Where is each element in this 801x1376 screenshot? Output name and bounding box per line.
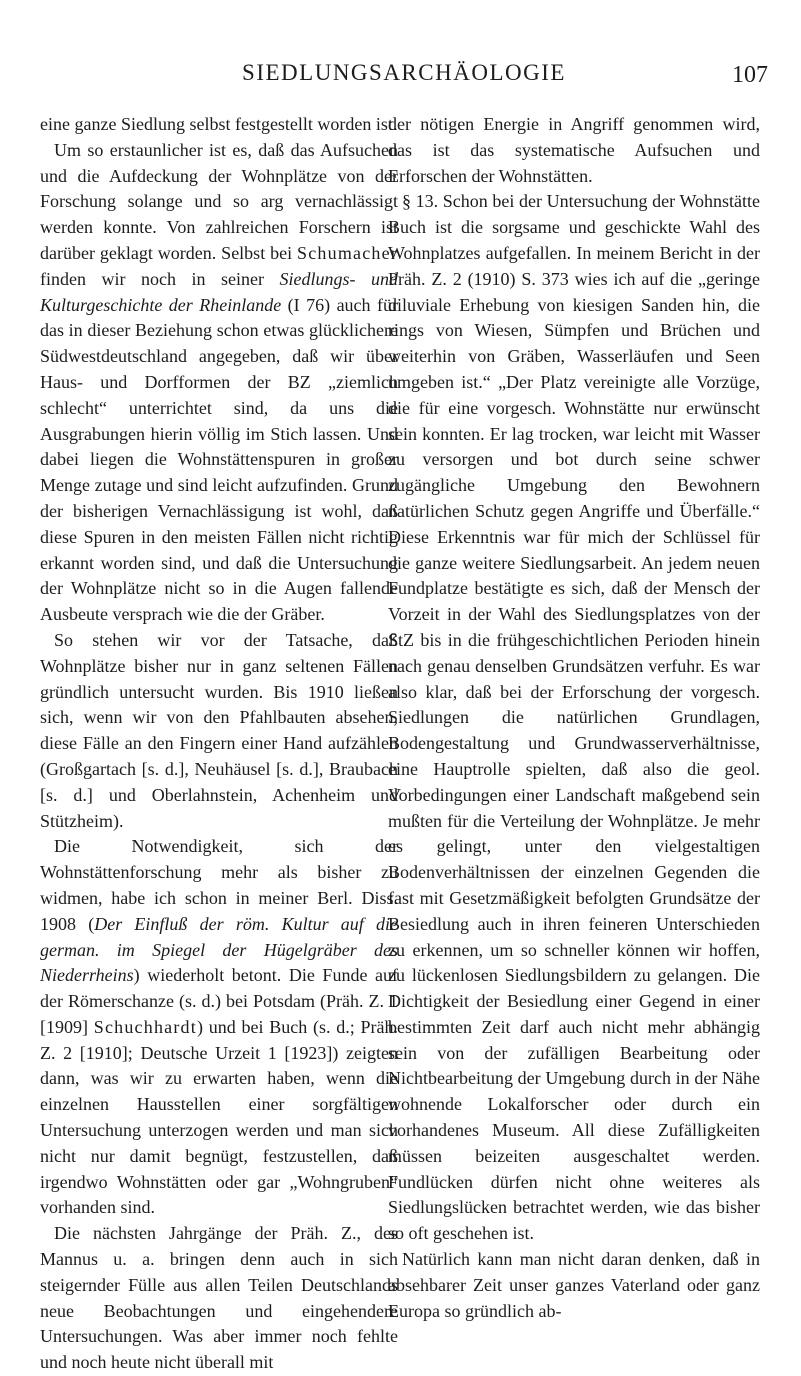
paragraph-text: ) und bei Buch (s. d.; Präh. Z. 2 [1910]; Deutsche Urzeit 1 [1923]) zeigten dann, was wir zu erwarten haben, wenn die einzelnen Hausstellen einer sorgfältigen Untersuchung unterzogen werden und man sich nicht nur damit begnügt, festzustellen, daß irgendwo Wohnstätten oder gar „Wohngruben“ vorhanden sind. <box>40 1016 398 1218</box>
paragraph: § 13. Schon bei der Untersuchung der Wohnstätte Buch ist die sorgsame und geschickte Wahl des Wohnplatzes aufgefallen. In meinem Bericht in der Präh. Z. 2 (1910) S. 373 wies ich auf die „geringe diluviale Erhebung von kiesigen Sanden hin, die rings von Wiesen, Sümpfen und Brüchen und weiterhin von Gräben, Wasserläufen und Seen umgeben ist.“ „Der Platz vereinigte alle Vorzüge, die für eine vorgesch. Wohnstätte nur erwünscht sein konnten. Er lag trocken, war leicht mit Wasser zu versorgen und bot durch seine schwer zugängliche Umgebung den Bewohnern natürlichen Schutz gegen Angriffe und Überfälle.“ Diese Erkenntnis war für mich der Schlüssel für die ganze weitere Siedlungsarbeit. An jedem neuen Fundplatze bestätigte es sich, daß der Mensch der Vorzeit in der Wahl des Siedlungsplatzes von der StZ bis in die frühgeschichtlichen Perioden hinein nach genau denselben Grundsätzen verfuhr. Es war also klar, daß bei der Erforschung der vorgesch. Siedlungen die natürlichen Grundlagen, Bodengestaltung und Grundwasserverhältnisse, eine Hauptrolle spielten, daß also die geol. Vorbedingungen einer Landschaft maßgebend sein mußten für die Verteilung der Wohnplätze. Je mehr es gelingt, unter den vielgestaltigen Bodenverhältnissen der einzelnen Gegenden die fast mit Gesetzmäßigkeit befolgten Grundsätze der Besiedlung auch in ihren feineren Unterschieden zu erkennen, um so schneller können wir hoffen, zu lückenlosen Siedlungsbildern zu gelangen. Die Dichtigkeit der Besiedlung einer Gegend in einer bestimmten Zeit darf auch nicht mehr abhängig sein von der zufälligen Bearbeitung oder Nichtbearbeitung der Umgebung durch in der Nähe wohnende Lokalforscher oder durch ein vorhandenes Museum. All diese Zufälligkeiten müssen beizeiten ausgeschaltet werden. Fundlücken dürfen nicht ohne weiteres als Siedlungslücken betrachtet werden, wie das bisher so oft geschehen ist. <box>388 191 760 1244</box>
paragraph: eine ganze Siedlung selbst festgestellt worden ist. <box>40 114 398 134</box>
paragraph: Die nächsten Jahrgänge der Präh. Z., des Mannus u. a. bringen denn auch in sich steigernder Fülle aus allen Teilen Deutschlands neue Beobachtungen und eingehendere Untersuchungen. Was aber immer noch fehlte und noch heute nicht überall mit <box>40 1223 398 1373</box>
left-column <box>40 112 398 1376</box>
author-name: Schuchhardt <box>93 1016 197 1037</box>
paragraph-text: Die Notwendigkeit, sich der Wohnstättenforschung mehr als bisher zu widmen, habe ich schon in meiner Berl. Diss. 1908 ( <box>40 836 398 934</box>
paragraph: So stehen wir vor der Tatsache, daß Wohnplätze bisher nur in ganz seltenen Fällen gründlich untersucht wurden. Bis 1910 ließen sich, wenn wir von den Pfahlbauten absehen, diese Fälle an den Fingern einer Hand aufzählen (Großgartach [s. d.], Neuhäusel [s. d.], Braubach [s. d.] und Oberlahnstein, Achenheim und Stützheim). <box>40 629 398 831</box>
paragraph <box>40 834 398 1221</box>
paragraph-text: Um so erstaunlicher ist es, daß das Aufsuchen und die Aufdeckung der Wohnplätze von der Forschung solange und so arg vernachlässigt werden konnte. Von zahlreichen Forschern ist darüber geklagt worden. Selbst bei <box>40 139 398 263</box>
paragraph-text: (I 76) auch für das in dieser Beziehung schon etwas glücklichere Südwestdeutschland angegeben, daß wir über Haus- und Dorfformen der BZ „ziemlich schlecht“ unterrichtet sind, da uns die Ausgrabungen hierin völlig im Stich lassen. Und dabei liegen die Wohnstättenspuren in großer Menge zutage und sind leicht aufzufinden. Grund der bisherigen Vernachlässigung ist wohl, daß diese Spuren in den meisten Fällen nicht richtig erkannt worden sind, und daß die Untersuchung der Wohnplätze nicht so in die Augen fallende Ausbeute versprach wie die der Gräber. <box>40 294 398 625</box>
book-title: Der Einfluß der röm. Kultur auf die german. im Spiegel der Hügelgräber des Niederrheins <box>40 913 398 986</box>
paragraph-text: finden wir noch in seiner <box>40 268 280 289</box>
paragraph: der nötigen Energie in Angriff genommen wird, das ist das systematische Aufsuchen und Erforschen der Wohnstätten. <box>388 114 760 186</box>
paragraph-text: ) wiederholt betont. Die Funde auf der Römerschanze (s. d.) bei Potsdam (Präh. Z. 1 [1909] <box>40 965 398 1037</box>
running-title: SIEDLUNGSARCHÄOLOGIE <box>242 60 566 85</box>
running-head <box>40 60 768 94</box>
author-name: Schumacher <box>297 242 398 263</box>
paragraph <box>40 138 398 628</box>
book-title: Siedlungs- und Kulturgeschichte der Rheinlande <box>40 268 398 315</box>
paragraph: Natürlich kann man nicht daran denken, daß in absehbarer Zeit unser ganzes Vaterland oder ganz Europa so gründlich ab- <box>388 1249 760 1321</box>
right-column <box>388 112 760 1324</box>
page-number: 107 <box>732 62 768 88</box>
